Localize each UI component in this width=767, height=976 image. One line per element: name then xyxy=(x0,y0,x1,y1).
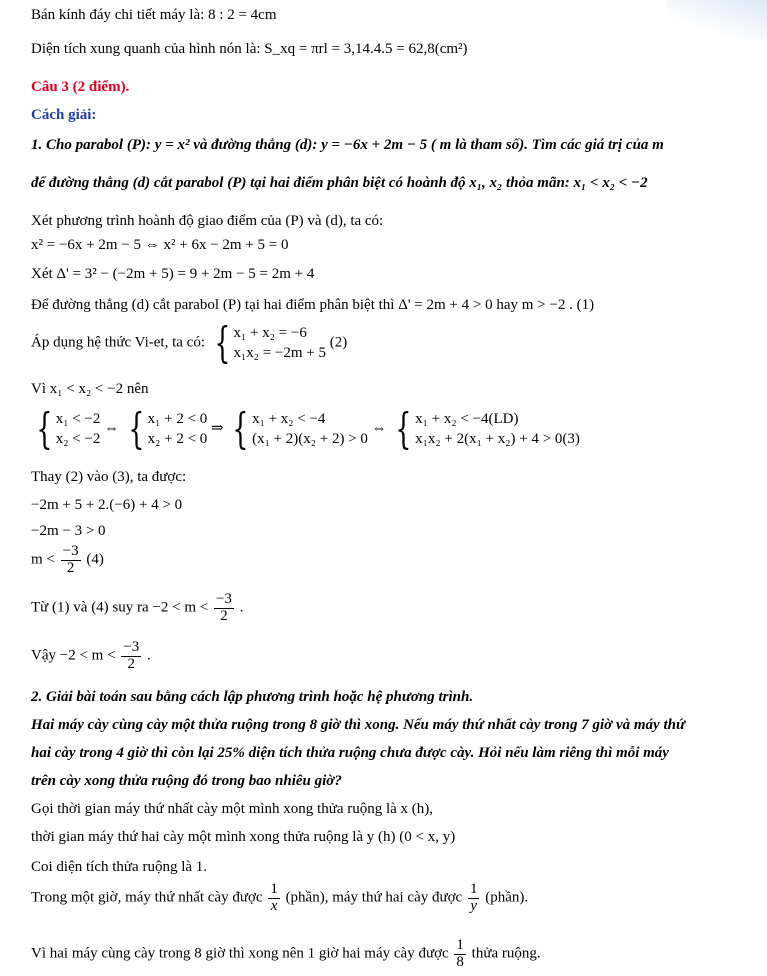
fraction-denominator: y xyxy=(470,897,478,914)
hourly-rate-text-b: (phần), máy thứ hai cày được xyxy=(285,889,463,906)
brace-icon: { xyxy=(36,404,53,453)
system-1-row-1: x₁ < −2 xyxy=(55,410,101,427)
hourly-rate-text-a: Trong một giờ, máy thứ nhất cày được xyxy=(31,889,263,906)
conclusion-period: . xyxy=(147,647,151,664)
hourly-rate-text-c: (phần). xyxy=(485,889,529,906)
fraction-numerator: 1 xyxy=(469,881,478,897)
problem-2-statement-line-1: Hai máy cày cùng cày một thửa ruộng trong 8 giờ thì xong. Nếu máy thứ nhất cày trong 7 giờ và máy thứ xyxy=(31,717,685,733)
system-4-row-2: x₁x₂ + 2(x₁ + x₂) + 4 > 0(3) xyxy=(415,431,580,447)
line-condition-1: Để đường thẳng (d) cắt parabol (P) tại hai điểm phân biệt thì Δ' = 2m + 4 > 0 hay m > −2 . (1) xyxy=(31,297,595,313)
line-radius: Bán kính đáy chi tiết máy là: 8 : 2 = 4cm xyxy=(31,7,277,23)
fraction-numerator: −3 xyxy=(215,591,232,607)
system-3-row-2: (x₁ + 2)(x₂ + 2) > 0 xyxy=(252,431,368,447)
vieta-row-sum: x₁ + x₂ = −6 xyxy=(233,324,307,341)
combined-rate-text-b: thửa ruộng. xyxy=(471,945,541,962)
system-2-row-1: x₁ + 2 < 0 xyxy=(147,410,208,427)
fraction xyxy=(61,544,81,577)
line-let-y: thời gian máy thứ hai cày một mình xong thửa ruộng là y (h) (0 < x, y) xyxy=(31,829,456,845)
equivalence-arrow-icon: ⇔ xyxy=(104,420,120,437)
brace-icon: { xyxy=(232,404,249,453)
conclusion-text: Vậy −2 < m < xyxy=(31,647,116,664)
system-2-row-2: x₂ + 2 < 0 xyxy=(147,431,208,447)
combine-text: Từ (1) và (4) suy ra −2 < m < xyxy=(31,599,209,616)
line-area: Coi diện tích thửa ruộng là 1. xyxy=(31,859,208,875)
system-4 xyxy=(390,404,580,453)
system-4-row-1: x₁ + x₂ < −4(LD) xyxy=(415,410,519,427)
fraction-denominator: 8 xyxy=(456,953,464,970)
fraction-denominator: 2 xyxy=(127,655,136,672)
line-inequality-1: −2m + 5 + 2.(−6) + 4 > 0 xyxy=(31,497,183,513)
combine-period: . xyxy=(239,599,244,616)
line-vieta xyxy=(31,318,348,367)
line-conclusion xyxy=(31,640,151,673)
vieta-tag: (2) xyxy=(329,334,348,351)
fraction-numerator: −3 xyxy=(62,543,79,559)
problem-2-statement-line-3: trên cày xong thửa ruộng đó trong bao nhiêu giờ? xyxy=(31,773,342,789)
problem-1-statement-line-1: 1. Cho parabol (P): y = x² và đường thẳng (d): y = −6x + 2m − 5 ( m là tham số). Tìm các giá trị của m xyxy=(31,137,664,153)
question-3-heading: Câu 3 (2 điểm). xyxy=(31,79,130,95)
equivalence-arrow-icon: ⇔ xyxy=(371,420,387,437)
solution-heading: Cách giải: xyxy=(31,107,97,123)
fraction-denominator: 2 xyxy=(66,559,75,576)
line-intersection-equation-intro: Xét phương trình hoành độ giao điểm của (P) và (d), ta có: xyxy=(31,213,384,229)
implication-arrow-icon: ⇒ xyxy=(211,420,224,437)
problem-1-statement-line-2: để đường thẳng (d) cắt parabol (P) tại hai điểm phân biệt có hoành độ x₁, x₂ thỏa mãn: x₁ < x₂ < −2 xyxy=(31,175,648,191)
fraction xyxy=(468,882,480,915)
fraction-denominator: x xyxy=(270,897,278,914)
line-system-chain xyxy=(31,404,580,453)
line-quadratic-equation: x² = −6x + 2m − 5 ⇔ x² + 6x − 2m + 5 = 0 xyxy=(31,237,289,253)
line-lateral-area: Diện tích xung quanh của hình nón là: S_xq = πrl = 3,14.4.5 = 62,8(cm²) xyxy=(31,41,468,57)
vieta-system xyxy=(209,318,326,367)
fraction-denominator: 2 xyxy=(220,607,228,624)
brace-icon: { xyxy=(395,404,412,453)
system-2 xyxy=(123,404,208,453)
fraction xyxy=(454,938,466,971)
vieta-text: Áp dụng hệ thức Vi-et, ta có: xyxy=(31,334,205,351)
system-1 xyxy=(31,404,101,453)
inequality-3-lhs: m < xyxy=(31,551,55,568)
fraction-numerator: 1 xyxy=(456,937,464,953)
line-hourly-rate xyxy=(31,882,528,915)
line-combine xyxy=(31,592,243,625)
corner-decoration xyxy=(667,0,767,40)
brace-icon: { xyxy=(214,318,231,367)
line-inequality-2: −2m − 3 > 0 xyxy=(31,523,106,539)
fraction xyxy=(214,592,234,625)
fraction-numerator: −3 xyxy=(123,639,140,655)
system-3-row-1: x₁ + x₂ < −4 xyxy=(252,410,326,427)
line-substitute: Thay (2) vào (3), ta được: xyxy=(31,469,187,485)
line-since: Vì x₁ < x₂ < −2 nên xyxy=(31,381,149,397)
fraction xyxy=(121,640,141,673)
combined-rate-text-a: Vì hai máy cùng cày trong 8 giờ thì xong nên 1 giờ hai máy cày được xyxy=(31,945,449,962)
inequality-3-tag: (4) xyxy=(86,551,104,568)
problem-2-statement-line-2: hai cày trong 4 giờ thì còn lại 25% diện tích thửa ruộng chưa được cày. Hỏi nếu làm riêng thì mỗi máy xyxy=(31,745,669,761)
fraction xyxy=(268,882,280,915)
brace-icon: { xyxy=(128,404,145,453)
problem-2-heading: 2. Giải bài toán sau bằng cách lập phương trình hoặc hệ phương trình. xyxy=(31,689,474,705)
line-inequality-3 xyxy=(31,544,104,577)
fraction-numerator: 1 xyxy=(270,881,278,897)
system-3 xyxy=(227,404,368,453)
vieta-row-product: x₁x₂ = −2m + 5 xyxy=(233,345,326,361)
line-discriminant: Xét Δ' = 3² − (−2m + 5) = 9 + 2m − 5 = 2m + 4 xyxy=(31,266,315,282)
line-combined-rate xyxy=(31,938,541,971)
line-let-x: Gọi thời gian máy thứ nhất cày một mình xong thửa ruộng là x (h), xyxy=(31,801,434,817)
system-1-row-2: x₂ < −2 xyxy=(55,431,101,447)
